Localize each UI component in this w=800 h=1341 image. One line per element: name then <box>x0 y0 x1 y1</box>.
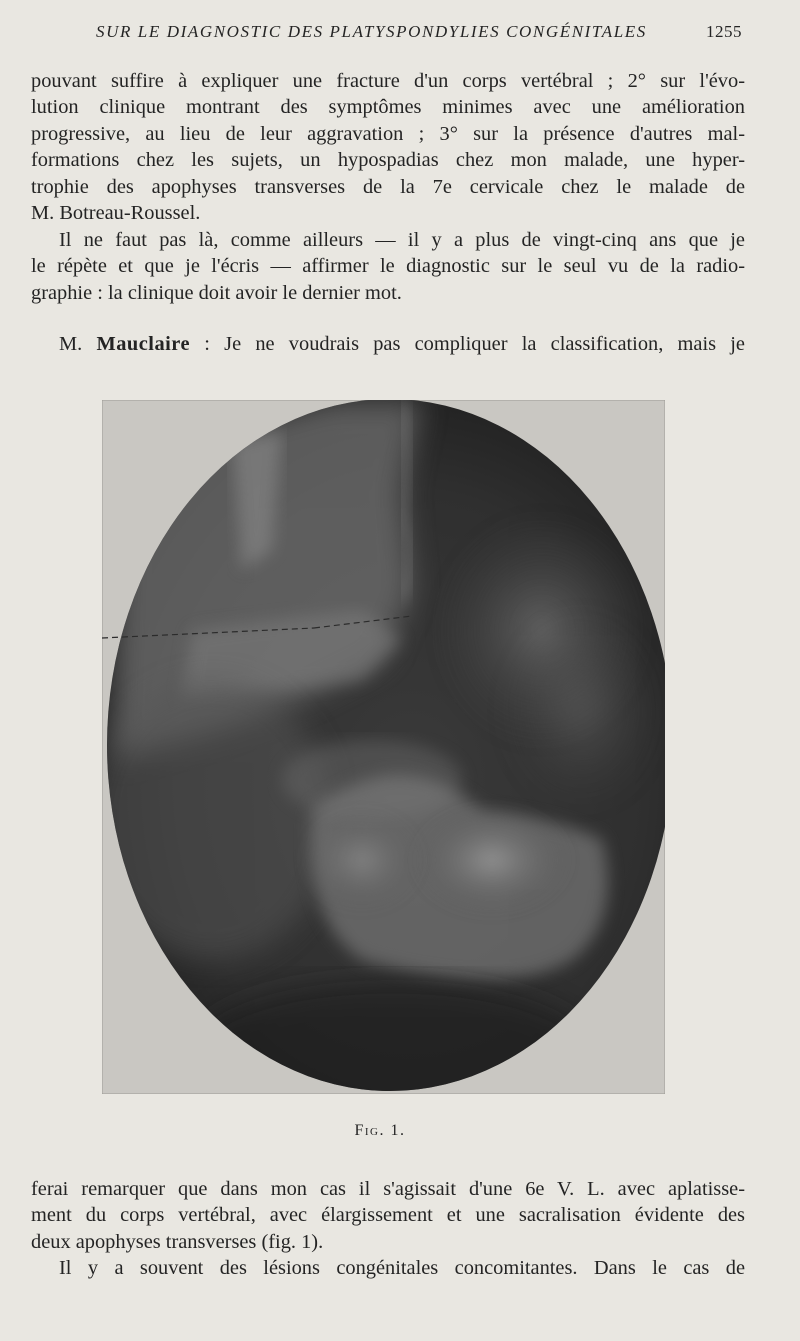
text-line: trophie des apophyses transverses de la 7e cervicale chez le malade de <box>31 175 745 198</box>
radiograph-image <box>102 400 665 1094</box>
text-line: graphie : la clinique doit avoir le dernier mot. <box>31 281 402 304</box>
running-title: SUR LE DIAGNOSTIC DES PLATYSPONDYLIES CONGÉNITALES <box>96 22 647 41</box>
paragraph-1 <box>31 68 745 226</box>
paragraph-4 <box>31 1176 745 1282</box>
running-head <box>0 22 800 44</box>
radiograph-figure <box>102 400 665 1094</box>
paragraph-2 <box>31 227 745 306</box>
text-line: Il y a souvent des lésions congénitales concomitantes. Dans le cas de <box>59 1257 745 1280</box>
text-line: progressive, au lieu de leur aggravation ; 3° sur la présence d'autres mal- <box>31 122 745 145</box>
text-line: lution clinique montrant des symptômes minimes avec une amélioration <box>31 96 745 119</box>
speaker-text: : Je ne voudrais pas compliquer la classification, mais je <box>204 333 745 355</box>
text-line: le répète et que je l'écris — affirmer le diagnostic sur le seul vu de la radio- <box>31 255 745 278</box>
text-line: formations chez les sujets, un hypospadias chez mon malade, une hyper- <box>31 149 745 172</box>
text-line: deux apophyses transverses (fig. 1). <box>31 1230 324 1253</box>
speaker-prefix: M. <box>59 333 83 355</box>
text-line: pouvant suffire à expliquer une fracture d'un corps vertébral ; 2° sur l'évo- <box>31 70 745 92</box>
text-line: M. Botreau-Roussel. <box>31 202 201 225</box>
figure-caption: Fig. 1. <box>354 1122 406 1139</box>
text-line: Il ne faut pas là, comme ailleurs — il y a plus de vingt-cinq ans que je <box>59 229 745 251</box>
speaker-line <box>31 331 745 357</box>
speaker-name: Mauclaire <box>96 333 191 355</box>
paragraph-3 <box>31 331 745 357</box>
text-line: ment du corps vertébral, avec élargissement et une sacralisation évidente des <box>31 1204 745 1227</box>
text-line: ferai remarquer que dans mon cas il s'agissait d'une 6e V. L. avec aplatisse- <box>31 1178 745 1200</box>
page-number: 1255 <box>706 22 742 41</box>
